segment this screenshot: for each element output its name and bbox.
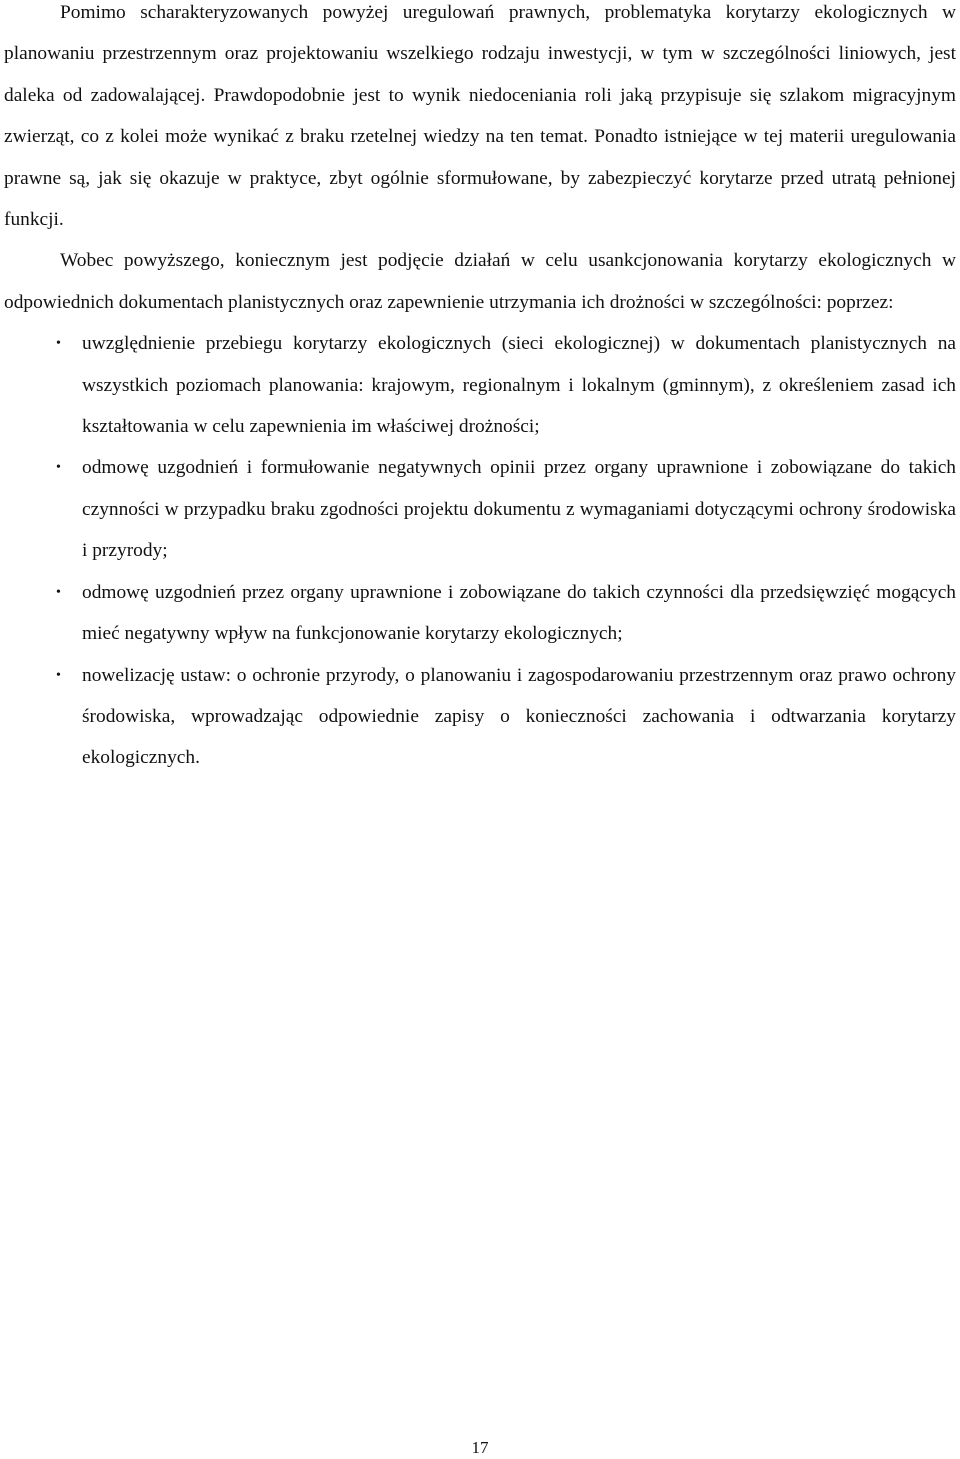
bullet-icon: • bbox=[56, 336, 61, 352]
bullet-icon: • bbox=[56, 460, 61, 476]
list-item-text: nowelizację ustaw: o ochronie przyrody, o planowaniu i zagospodarowaniu przestrzennym oraz prawo ochrony środowiska, wprowadzając odpowiednie zapisy o konieczności zachowania i odtwarzania korytarzy ekologicznych. bbox=[82, 664, 956, 769]
list-item-text: odmowę uzgodnień i formułowanie negatywnych opinii przez organy uprawnione i zobowiązane do takich czynności w przypadku braku zgodności projektu dokumentu z wymaganiami dotyczącymi ochrony środowiska i przyrody; bbox=[82, 457, 956, 562]
list-item bbox=[4, 447, 956, 571]
list-item bbox=[4, 323, 956, 447]
bullet-icon: • bbox=[56, 667, 61, 683]
document-page bbox=[4, 0, 956, 779]
page-number: 17 bbox=[471, 1438, 489, 1457]
list-item-text: uwzględnienie przebiegu korytarzy ekologicznych (sieci ekologicznej) w dokumentach planistycznych na wszystkich poziomach planowania: krajowym, regionalnym i lokalnym (gminnym), z określeniem zasad ich kształtowania w celu zapewnienia im właściwej drożności; bbox=[82, 333, 956, 438]
action-list bbox=[4, 323, 956, 778]
list-item-text: odmowę uzgodnień przez organy uprawnione i zobowiązane do takich czynności dla przedsięwzięć mogących mieć negatywny wpływ na funkcjonowanie korytarzy ekologicznych; bbox=[82, 581, 956, 645]
bullet-icon: • bbox=[56, 584, 61, 600]
list-item bbox=[4, 572, 956, 655]
list-item bbox=[4, 655, 956, 779]
paragraph-regulations: Pomimo scharakteryzowanych powyżej uregulowań prawnych, problematyka korytarzy ekologicznych w planowaniu przestrzennym oraz projektowaniu wszelkiego rodzaju inwestycji, w tym w szczególności liniowych, jest daleka od zadowalającej. Prawdopodobnie jest to wynik niedoceniania roli jaką przypisuje się szlakom migracyjnym zwierząt, co z kolei może wynikać z braku rzetelnej wiedzy na ten temat. Ponadto istniejące w tej materii uregulowania prawne są, jak się okazuje w praktyce, zbyt ogólnie sformułowane, by zabezpieczyć korytarze przed utratą pełnionej funkcji. bbox=[4, 2, 956, 231]
paragraph-actions-intro: Wobec powyższego, koniecznym jest podjęcie działań w celu usankcjonowania korytarzy ekologicznych w odpowiednich dokumentach planistycznych oraz zapewnienie utrzymania ich drożności w szczególności: poprzez: bbox=[4, 250, 956, 313]
